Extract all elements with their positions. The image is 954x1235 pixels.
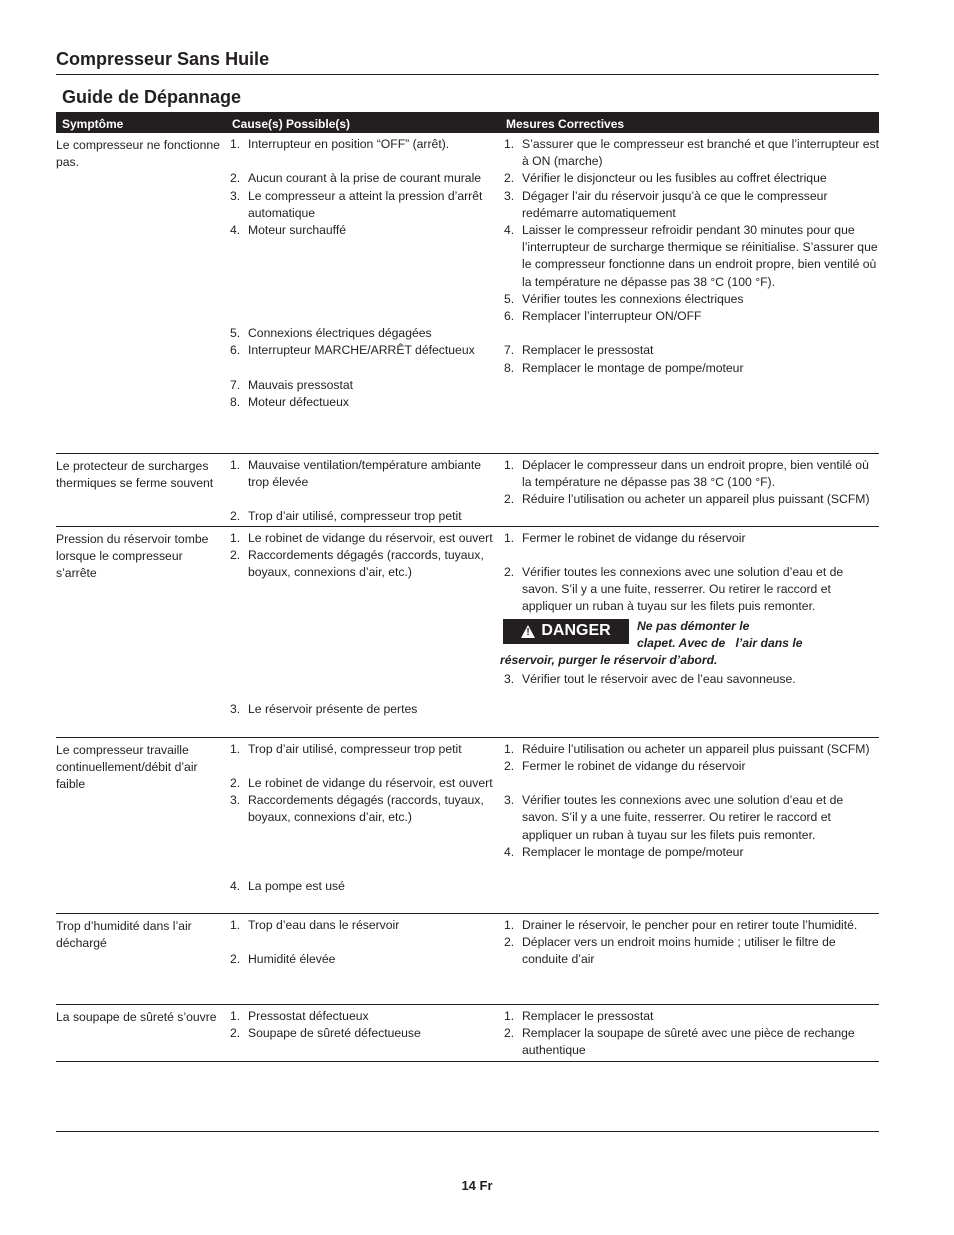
list-item: 1. Trop d’eau dans le réservoir	[230, 917, 400, 932]
danger-badge	[503, 619, 629, 644]
list-item: 3. Le compresseur a atteint la pression d’arrêt automatique	[230, 188, 483, 220]
list-item: 1. Le robinet de vidange du réservoir, est ouvert	[230, 530, 493, 545]
danger-message	[629, 618, 803, 652]
danger-text-b: clapet. Avec de l’air dans le	[637, 635, 803, 650]
action-list	[500, 136, 879, 377]
list-item: 7. Remplacer le pressostat	[504, 343, 654, 358]
causes-cell	[226, 133, 500, 453]
danger-text-c: réservoir, purger le réservoir d’abord.	[500, 652, 718, 667]
list-item: 2. Fermer le robinet de vidange du réservoir	[504, 758, 746, 773]
list-item: 2. Aucun courant à la prise de courant murale	[230, 171, 482, 186]
cause-list	[226, 136, 500, 411]
list-item: 2. Vérifier toutes les connexions avec une solution d’eau et de savon. S’il y a une fuite, resserrer. Ou retirer le raccord et appliquer un ruban à tuyau sur les filets puis remonter.	[504, 564, 844, 614]
header-causes: Cause(s) Possible(s)	[226, 112, 500, 133]
actions-cell	[500, 913, 879, 1004]
list-item: 7. Mauvais pressostat	[230, 377, 353, 392]
list-item: 1. Interrupteur en position “OFF” (arrêt).	[230, 137, 450, 151]
troubleshooting-table	[56, 112, 879, 1062]
list-item: 5. Connexions électriques dégagées	[230, 326, 432, 341]
list-item: 1. Déplacer le compresseur dans un endroit propre, bien ventilé où la température ne dépasse pas 38 °C (100 °F).	[504, 457, 869, 489]
list-item: 6. Interrupteur MARCHE/ARRÊT défectueux	[230, 343, 475, 358]
actions-cell	[500, 453, 879, 526]
footer-divider	[56, 1131, 879, 1132]
list-item: 1. Réduire l’utilisation ou acheter un appareil plus puissant (SCFM)	[504, 741, 870, 756]
list-item: 2. Le robinet de vidange du réservoir, est ouvert	[230, 775, 493, 790]
actions-cell	[500, 526, 879, 737]
cause-list	[226, 741, 500, 896]
list-item: 2. Vérifier le disjoncteur ou les fusibles au coffret électrique	[504, 171, 827, 186]
list-item: 5. Vérifier toutes les connexions électriques	[504, 291, 744, 306]
action-list	[500, 530, 879, 616]
actions-cell	[500, 1004, 879, 1061]
document-header	[56, 47, 879, 75]
list-item: 8. Remplacer le montage de pompe/moteur	[504, 360, 744, 375]
list-item: 2. Déplacer vers un endroit moins humide ; utiliser le filtre de conduite d’air	[504, 934, 836, 966]
list-item: 6. Remplacer l’interrupteur ON/OFF	[504, 309, 702, 324]
table-header-row	[56, 112, 879, 133]
list-item: 4. Remplacer le montage de pompe/moteur	[504, 844, 744, 859]
table-row	[56, 133, 879, 453]
list-item: 3. Vérifier toutes les connexions avec une solution d’eau et de savon. S’il y a une fuite, resserrer. Ou retirer le raccord et appliquer un ruban à tuyau sur les filets puis remonter.	[504, 793, 844, 842]
list-item: 2. Humidité élevée	[230, 951, 336, 966]
list-item: 2. Raccordements dégagés (raccords, tuyaux, boyaux, connexions d’air, etc.)	[230, 547, 484, 579]
table-row	[56, 526, 879, 737]
list-item: 3. Dégager l’air du réservoir jusqu’à ce que le compresseur redémarre automatiquement	[504, 188, 828, 220]
list-item: 2. Remplacer la soupape de sûreté avec une pièce de rechange authentique	[504, 1025, 855, 1057]
list-item: 1. Trop d’air utilisé, compresseur trop petit	[230, 741, 462, 756]
causes-cell	[226, 1004, 500, 1061]
page-number: 14 Fr	[461, 1178, 493, 1193]
symptom-text: Le compresseur ne fonctionne pas.	[56, 138, 220, 170]
danger-notice	[500, 618, 879, 670]
symptom-text: Pression du réservoir tombe lorsque le compresseur s’arrête	[56, 531, 209, 580]
list-item: 4. La pompe est usé	[230, 879, 345, 894]
list-item: 1. Fermer le robinet de vidange du réservoir	[504, 530, 746, 545]
danger-label: DANGER	[541, 622, 611, 640]
causes-cell	[226, 737, 500, 913]
header-symptom: Symptôme	[56, 112, 226, 133]
cause-list	[226, 457, 500, 526]
list-item: 1. Remplacer le pressostat	[504, 1008, 654, 1023]
causes-cell	[226, 453, 500, 526]
list-item: 4. Laisser le compresseur refroidir pendant 30 minutes pour que l’interrupteur de surcharge thermique se réinitialise. S’assurer que le compresseur fonctionne dans un endroit propre, bien ventilé où la température ne dépasse pas 38 °C (100 °F).	[504, 223, 878, 289]
header-actions: Mesures Correctives	[500, 112, 879, 133]
symptom-cell	[56, 526, 226, 737]
actions-cell	[500, 133, 879, 453]
symptom-text: Le compresseur travaille continuellement/débit d’air faible	[56, 742, 198, 791]
list-item: 1. Drainer le réservoir, le pencher pour en retirer toute l’humidité.	[504, 917, 858, 932]
action-list	[500, 741, 879, 861]
list-item: 2. Soupape de sûreté défectueuse	[230, 1025, 421, 1040]
causes-cell	[226, 526, 500, 737]
symptom-text: La soupape de sûreté s’ouvre	[56, 1009, 217, 1024]
list-item: 3. Vérifier tout le réservoir avec de l’eau savonneuse.	[504, 672, 796, 687]
causes-cell	[226, 913, 500, 1004]
actions-cell	[500, 737, 879, 913]
table-row	[56, 913, 879, 1004]
table-row	[56, 737, 879, 913]
symptom-cell	[56, 913, 226, 1004]
cause-list	[226, 530, 500, 719]
table-row	[56, 1004, 879, 1061]
list-item: 3. Raccordements dégagés (raccords, tuyaux, boyaux, connexions d’air, etc.)	[230, 793, 484, 825]
danger-text-a: Ne pas démonter le	[637, 618, 750, 633]
document-title: Compresseur Sans Huile	[56, 49, 270, 69]
list-item: 4. Moteur surchauffé	[230, 223, 347, 237]
cause-list	[226, 917, 500, 969]
symptom-text: Trop d’humidité dans l’air déchargé	[56, 918, 192, 950]
list-item: 8. Moteur défectueux	[230, 395, 349, 409]
list-item: 3. Le réservoir présente de pertes	[230, 702, 418, 717]
symptom-cell	[56, 133, 226, 453]
warning-triangle-icon: !	[521, 625, 535, 638]
cause-list	[226, 1008, 500, 1042]
symptom-cell	[56, 453, 226, 526]
list-item: 2. Trop d’air utilisé, compresseur trop petit	[230, 509, 462, 524]
list-item: 2. Réduire l’utilisation ou acheter un appareil plus puissant (SCFM)	[504, 491, 870, 506]
symptom-text: Le protecteur de surcharges thermiques se ferme souvent	[56, 458, 214, 490]
symptom-cell	[56, 737, 226, 913]
symptom-cell	[56, 1004, 226, 1061]
action-list	[500, 457, 879, 509]
list-item: 1. Pressostat défectueux	[230, 1008, 369, 1023]
table-row	[56, 453, 879, 526]
action-list	[500, 917, 879, 969]
action-list-cont	[500, 671, 879, 688]
section-title: Guide de Dépannage	[62, 87, 242, 107]
list-item: 1. Mauvaise ventilation/température ambiante trop élevée	[230, 457, 482, 489]
action-list	[500, 1008, 879, 1060]
list-item: 1. S’assurer que le compresseur est branché et que l’interrupteur est à ON (marche)	[504, 137, 880, 169]
